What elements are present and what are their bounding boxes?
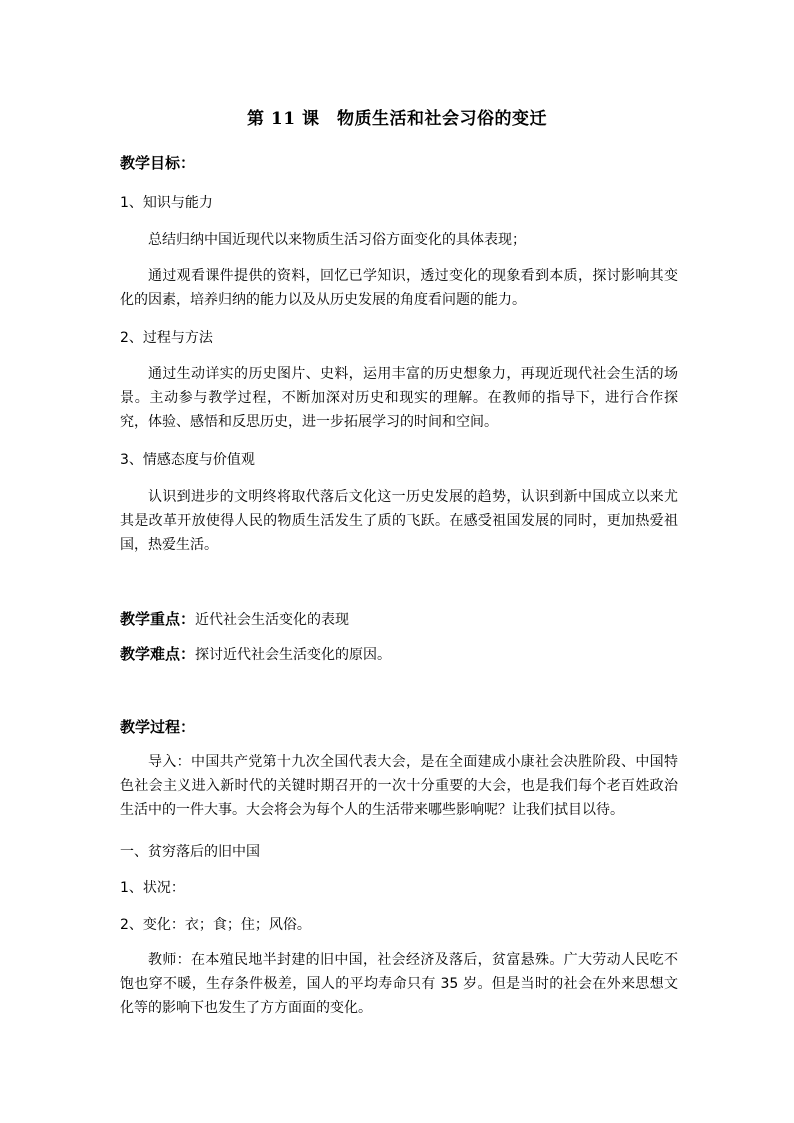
key-point-text: 近代社会生活变化的表现 [195,612,350,628]
process-heading: 教学过程： [120,718,196,736]
objective-2-paragraph: 通过生动详实的历史图片、史料，运用丰富的历史想象力，再现近现代社会生活的场景。主动参与教学过程，不断加深对历史和现实的理解。在教师的指导下，进行合作探究，体验、感悟和反思历史，进一步拓展学习的时间和空间。 [120,366,678,430]
section-1-title: 一、贫穷落后的旧中国 [120,844,260,860]
teacher-paragraph: 教师：在本殖民地半封建的旧中国，社会经济及落后，贫富悬殊。广大劳动人民吃不饱也穿不暖，生存条件极差，国人的平均寿命只有 35 岁。但是当时的社会在外来思想文化等的影响下也发生了方方面面的变化。 [120,952,678,1016]
lesson-title: 第 11 课 物质生活和社会习俗的变迁 [247,109,547,129]
objective-1-paragraph-1: 总结归纳中国近现代以来物质生活习俗方面变化的具体表现； [148,232,526,248]
item-2: 2、变化：衣；食；住；风俗。 [120,917,311,933]
objective-3-title: 3、情感态度与价值观 [120,452,255,468]
difficult-point-text: 探讨近代社会生活变化的原因。 [195,647,392,663]
item-1: 1、状况： [120,880,185,896]
objective-1-title: 1、知识与能力 [120,195,213,211]
objectives-heading: 教学目标： [120,154,196,172]
objective-1-paragraph-2: 通过观看课件提供的资料，回忆已学知识，透过变化的现象看到本质，探讨影响其变化的因素，培养归纳的能力以及从历史发展的角度看问题的能力。 [120,268,678,308]
key-point [120,608,349,629]
objective-3-paragraph: 认识到进步的文明终将取代落后文化这一历史发展的趋势，认识到新中国成立以来尤其是改革开放使得人民的物质生活发生了质的飞跃。在感受祖国发展的同时，更加热爱祖国，热爱生活。 [120,489,678,553]
key-point-label: 教学重点： [120,610,196,628]
difficult-point [120,643,391,664]
difficult-point-label: 教学难点： [120,645,196,663]
objective-2-title: 2、过程与方法 [120,330,213,346]
intro-paragraph: 导入：中国共产党第十九次全国代表大会，是在全面建成小康社会决胜阶段、中国特色社会主义进入新时代的关键时期召开的一次十分重要的大会，也是我们每个老百姓政治生活中的一件大事。大会将会为每个人的生活带来哪些影响呢？让我们拭目以待。 [120,754,678,818]
